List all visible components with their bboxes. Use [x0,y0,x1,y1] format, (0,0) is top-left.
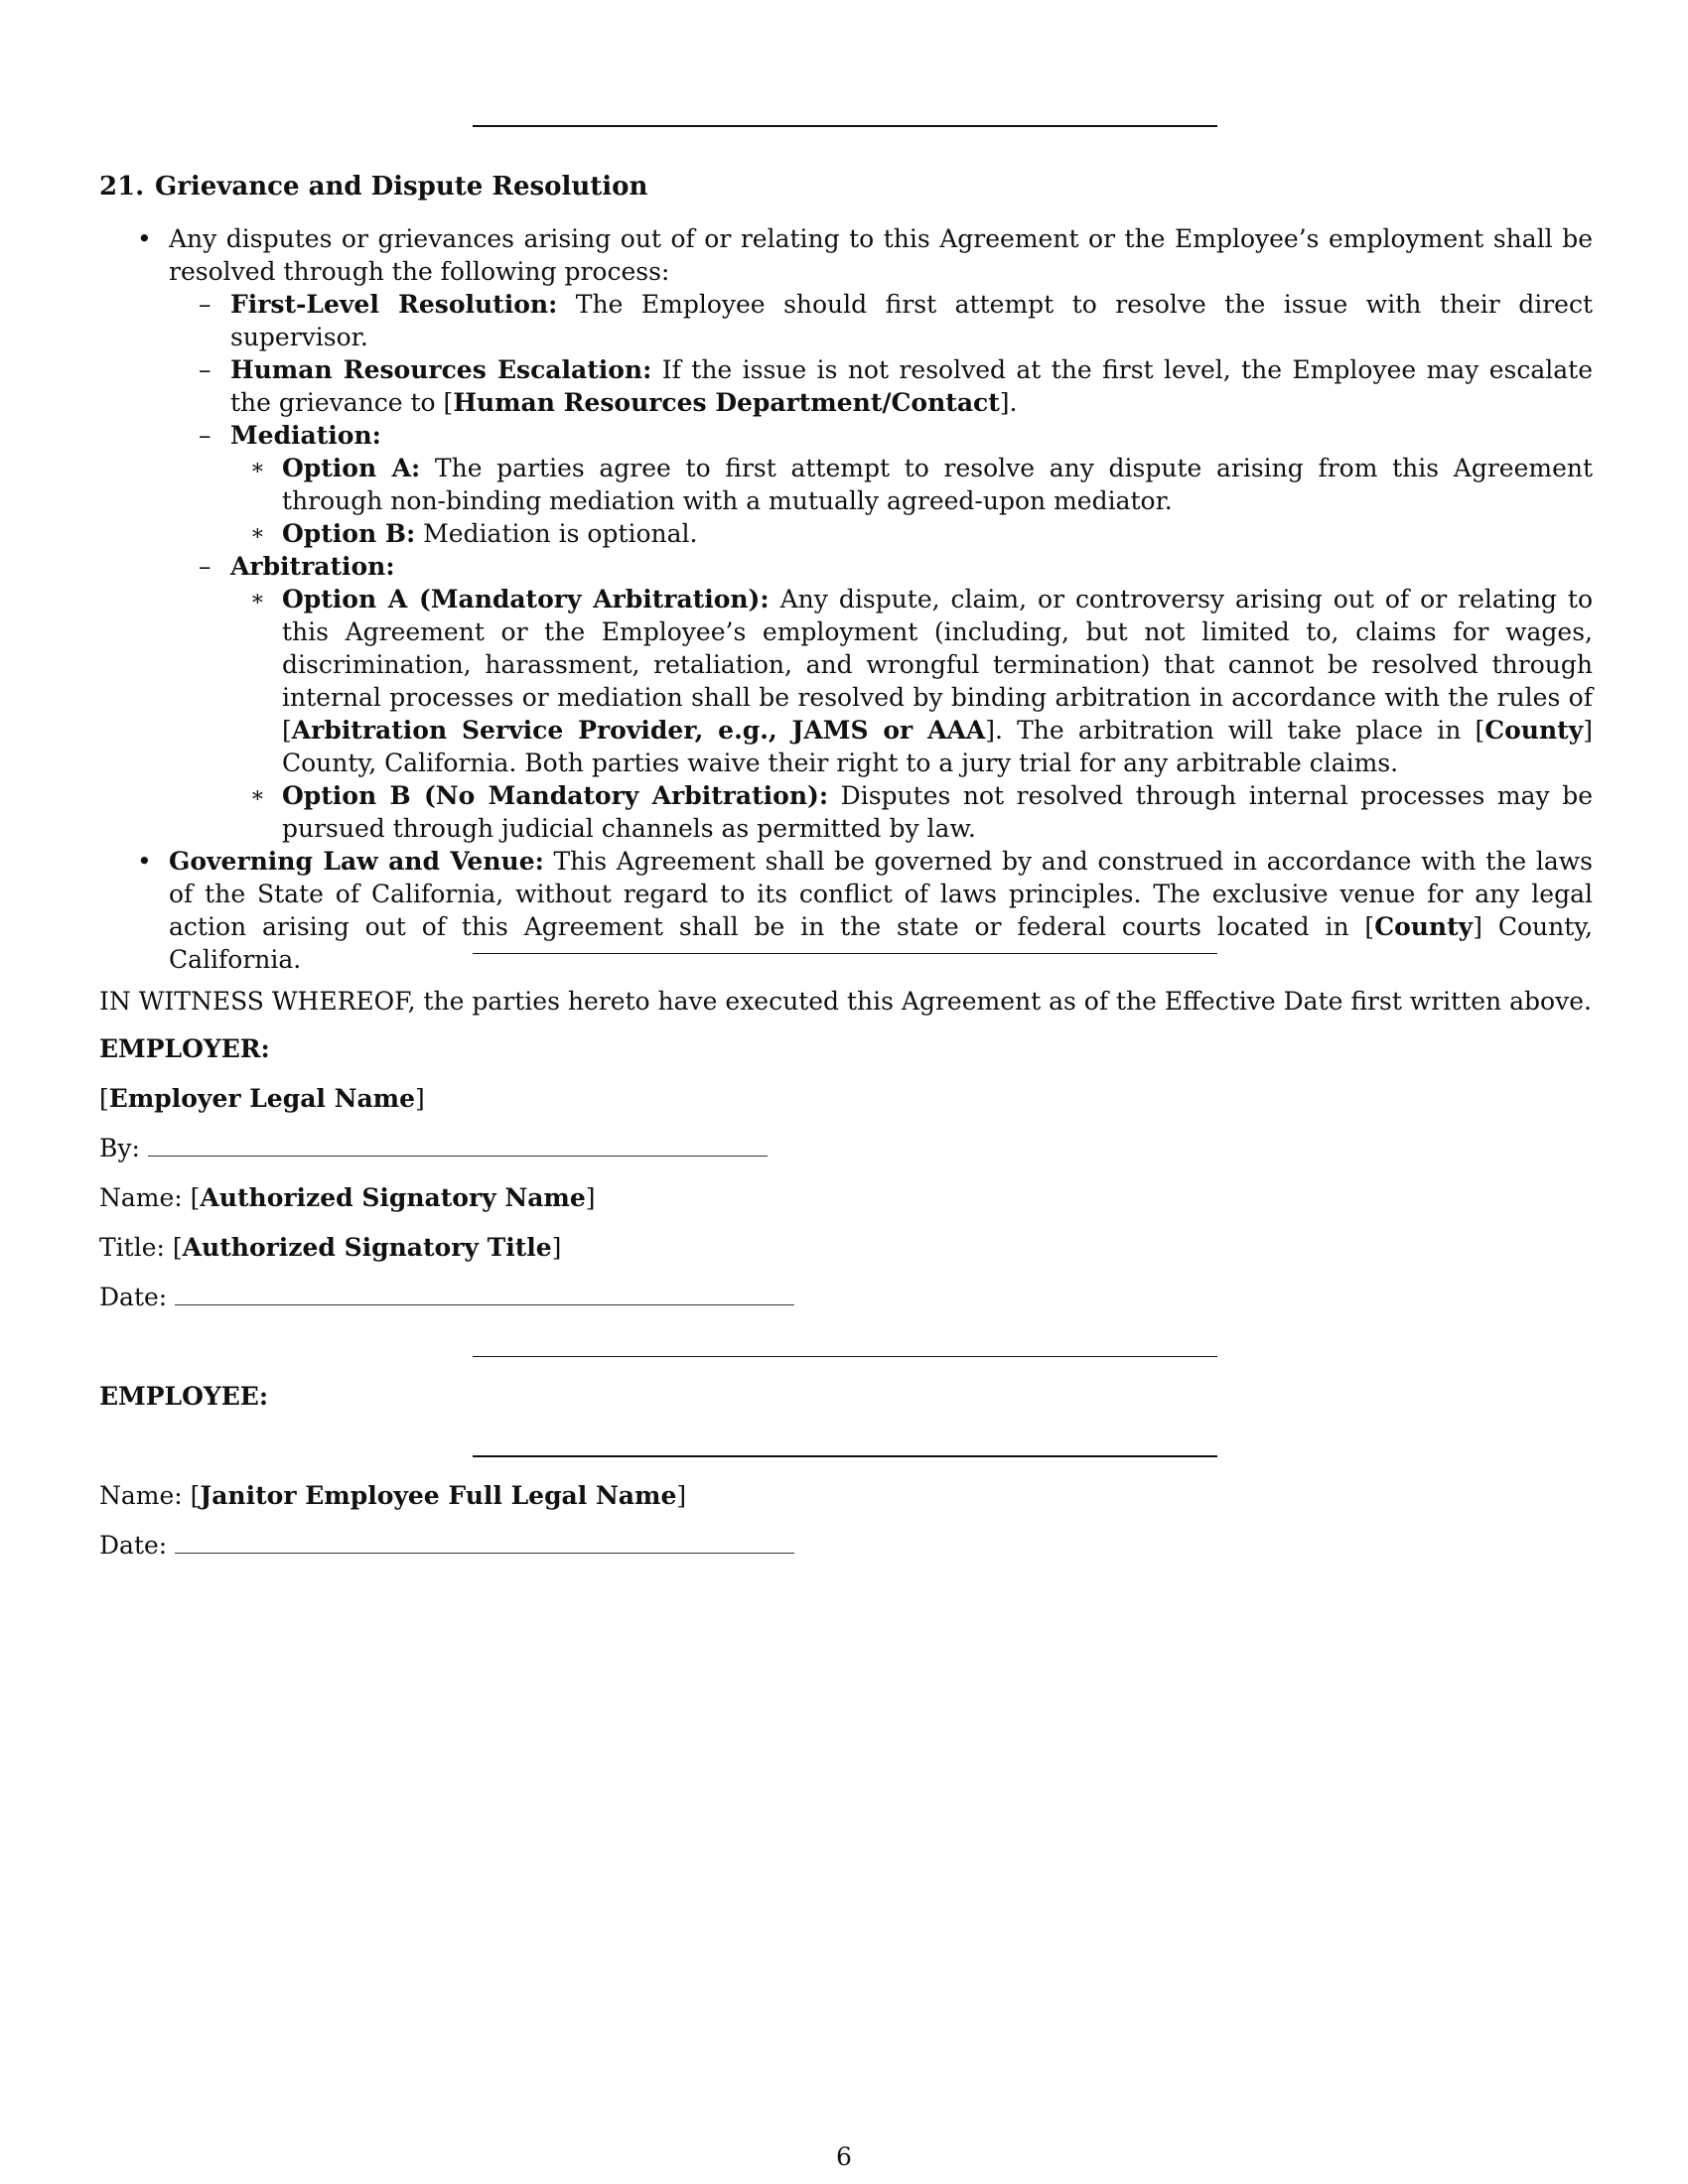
arbitration-option-a-text-3: ] County, California. Both parties waive their right to a jury trial for any arbitrable claims. [282,716,1593,777]
arbitration-option-a-label: Option A (Mandatory Arbitration): [282,585,770,614]
employer-title-line [99,1231,561,1264]
arbitration-option-b [230,779,1593,845]
date-label: Date: [99,1531,168,1560]
first-level-text: The Employee should first attempt to resolve the issue with their direct supervisor. [230,290,1593,351]
employer-name-line [99,1181,596,1214]
employee-date-line [99,1529,794,1562]
governing-law-label: Governing Law and Venue: [169,847,544,876]
mediation-option-a-label: Option A: [282,454,421,482]
arbitration-county-placeholder: County [1484,716,1584,745]
bracket-open: [ [99,1084,109,1113]
name-close: ] [676,1481,687,1510]
bullet-mark: • [137,224,152,253]
arbitration-label: Arbitration: [230,552,395,581]
date-blank[interactable] [175,1531,794,1554]
list-item-process [99,222,1593,845]
employer-legal-name-line [99,1082,425,1115]
employee-heading: EMPLOYEE: [99,1382,269,1411]
witness-statement: IN WITNESS WHEREOF, the parties hereto have executed this Agreement as of the Effective Date first written above. [99,987,1592,1016]
employee-name-line [99,1479,686,1512]
employer-signature-line [99,1132,768,1164]
hr-escalation-text: If the issue is not resolved at the first level, the Employee may escalate the grievance to [ [230,355,1593,417]
top-divider [473,125,1217,127]
mediation-option-b-label: Option B: [282,519,416,548]
arbitration-option-b-label: Option B (No Mandatory Arbitration): [282,781,829,810]
hr-contact-placeholder: Human Resources Department/Contact [453,388,1000,417]
employee-signature-rule [473,1455,1217,1457]
by-label: By: [99,1134,140,1162]
signature-blank[interactable] [148,1134,768,1157]
governing-law-county-placeholder: County [1374,912,1474,941]
asterisk-mark: ∗ [250,521,265,546]
mediation-option-a [230,452,1593,517]
signatory-name: Authorized Signatory Name [200,1183,586,1212]
hr-escalation-text-end: ]. [999,388,1018,417]
arbitration-option-a [230,583,1593,779]
list-item-governing-law [99,845,1593,976]
employer-legal-name: Employer Legal Name [108,1084,416,1113]
name-label: Name: [ [99,1481,201,1510]
list-item-first-level [169,288,1593,353]
dash-mark: – [199,421,211,450]
section-title: Grievance and Dispute Resolution [155,172,648,202]
name-close: ] [585,1183,596,1212]
employee-full-name: Janitor Employee Full Legal Name [200,1481,677,1510]
dash-mark: – [199,552,211,581]
first-level-label: First-Level Resolution: [230,290,558,319]
title-label: Title: [ [99,1233,183,1262]
bullet-mark: • [137,847,152,876]
dispute-resolution-list [99,222,1593,976]
dash-mark: – [199,355,211,384]
employer-heading: EMPLOYER: [99,1034,270,1063]
mediation-option-b [230,517,1593,550]
page-number: 6 [836,2142,852,2171]
arbitration-option-b-text: Disputes not resolved through internal processes may be pursued through judicial channels as permitted by law. [282,781,1593,843]
arbitration-option-a-text: Any dispute, claim, or controversy arising out of or relating to this Agreement or the Employee’s employment (including, but not limited to, claims for wages, discrimination, harassment, retaliation, and wrongful termination) that cannot be resolved through internal processes or mediation shall be resolved by binding arbitration in accordance with the rules of [ [282,585,1594,745]
hr-escalation-label: Human Resources Escalation: [230,355,652,384]
section-heading [99,171,647,204]
governing-law-text-end: ] County, California. [169,912,1593,974]
mediation-option-a-text: The parties agree to first attempt to resolve any dispute arising from this Agreement through non-binding mediation with a mutually agreed-upon mediator. [282,454,1594,515]
employer-date-line [99,1281,794,1313]
mediation-label: Mediation: [230,421,381,450]
signatory-title: Authorized Signatory Title [182,1233,552,1262]
list-item-arbitration [169,550,1593,845]
divider-before-witness [473,953,1217,954]
intro-text: Any disputes or grievances arising out of or relating to this Agreement or the Employee’s employment shall be resolved through the following process: [169,224,1593,286]
asterisk-mark: ∗ [250,587,265,612]
arbitration-option-a-text-2: ]. The arbitration will take place in [ [985,716,1485,745]
asterisk-mark: ∗ [250,783,265,808]
section-number: 21. [99,172,145,202]
bracket-close: ] [415,1084,425,1113]
arbitration-provider-placeholder: Arbitration Service Provider, e.g., JAMS or AAA [291,716,986,745]
list-item-mediation [169,419,1593,550]
governing-law-text: This Agreement shall be governed by and construed in accordance with the laws of the State of California, without regard to its conflict of laws principles. The exclusive venue for any legal action arising out of this Agreement shall be in the state or federal courts located in [ [169,847,1594,941]
title-close: ] [551,1233,562,1262]
dash-mark: – [199,290,211,319]
name-label: Name: [ [99,1183,201,1212]
divider-before-employee [473,1356,1217,1357]
date-label: Date: [99,1283,168,1311]
list-item-hr-escalation [169,353,1593,419]
date-blank[interactable] [175,1283,794,1305]
asterisk-mark: ∗ [250,456,265,480]
mediation-option-b-text: Mediation is optional. [415,519,698,548]
